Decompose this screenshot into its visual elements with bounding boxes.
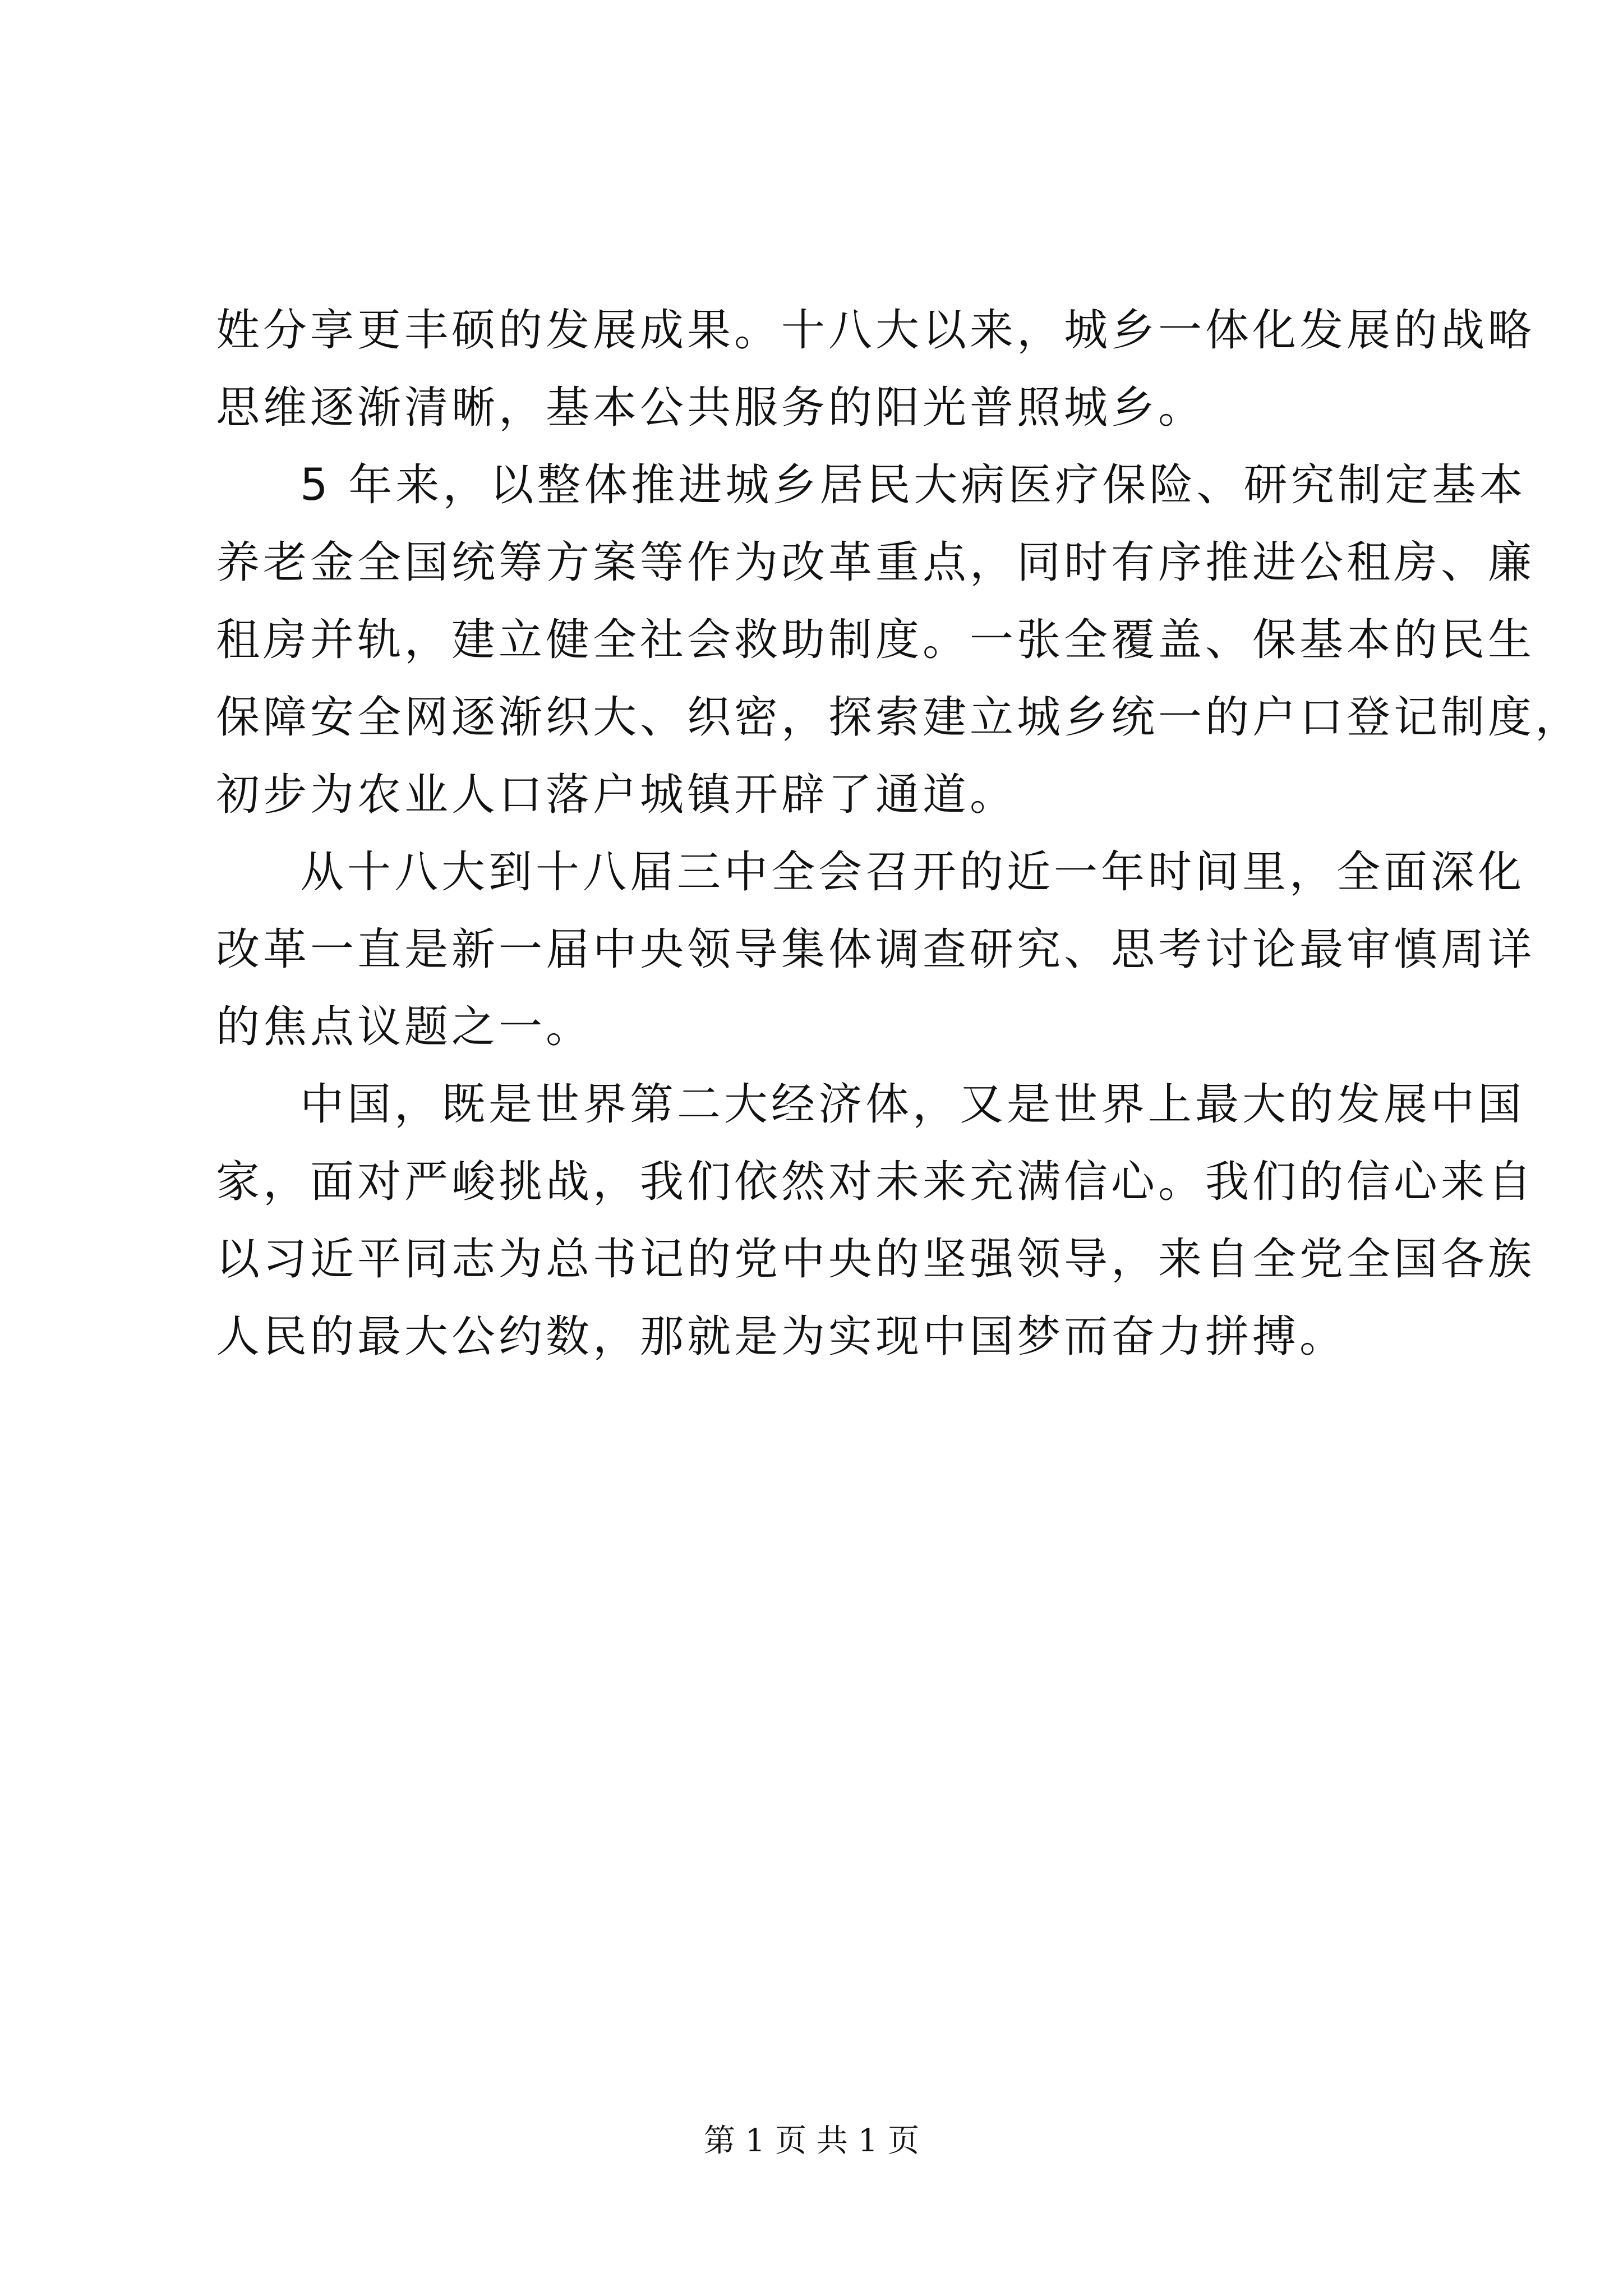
text-line: 思维逐渐清晰，基本公共服务的阳光普照城乡。 xyxy=(216,383,1206,433)
text-line: 家，面对严峻挑战，我们依然对未来充满信心。我们的信心来自 xyxy=(216,1157,1536,1207)
text-line: 以习近平同志为总书记的党中央的坚强领导，来自全党全国各族 xyxy=(216,1234,1536,1285)
text-line: 姓分享更丰硕的发展成果。十八大以来，城乡一体化发展的战略 xyxy=(216,305,1536,356)
text-line: 租房并轨，建立健全社会救助制度。一张全覆盖、保基本的民生 xyxy=(216,615,1536,665)
text-line: 初步为农业人口落户城镇开辟了通道。 xyxy=(216,770,1017,820)
text-line: 中国，既是世界第二大经济体，又是世界上最大的发展中国 xyxy=(300,1079,1525,1130)
text-line: 改革一直是新一届中央领导集体调查研究、思考讨论最审慎周详 xyxy=(216,924,1536,975)
paragraph xyxy=(216,1066,1536,1375)
paragraph xyxy=(216,834,1536,1066)
text-line: 5 年来，以整体推进城乡居民大病医疗保险、研究制定基本 xyxy=(300,460,1527,510)
text-line: 的焦点议题之一。 xyxy=(216,1002,593,1052)
paragraph xyxy=(216,292,1536,447)
text-line: 人民的最大公约数，那就是为实现中国梦而奋力拼搏。 xyxy=(216,1312,1347,1362)
paragraph xyxy=(216,447,1583,834)
text-line: 从十八大到十八届三中全会召开的近一年时间里，全面深化 xyxy=(300,847,1525,898)
text-line: 保障安全网逐渐织大、织密，探索建立城乡统一的户口登记制度， xyxy=(216,692,1583,743)
page-number-footer: 第 1 页 共 1 页 xyxy=(703,2123,920,2159)
document-body xyxy=(216,292,1583,1375)
text-line: 养老金全国统筹方案等作为改革重点，同时有序推进公租房、廉 xyxy=(216,537,1536,588)
